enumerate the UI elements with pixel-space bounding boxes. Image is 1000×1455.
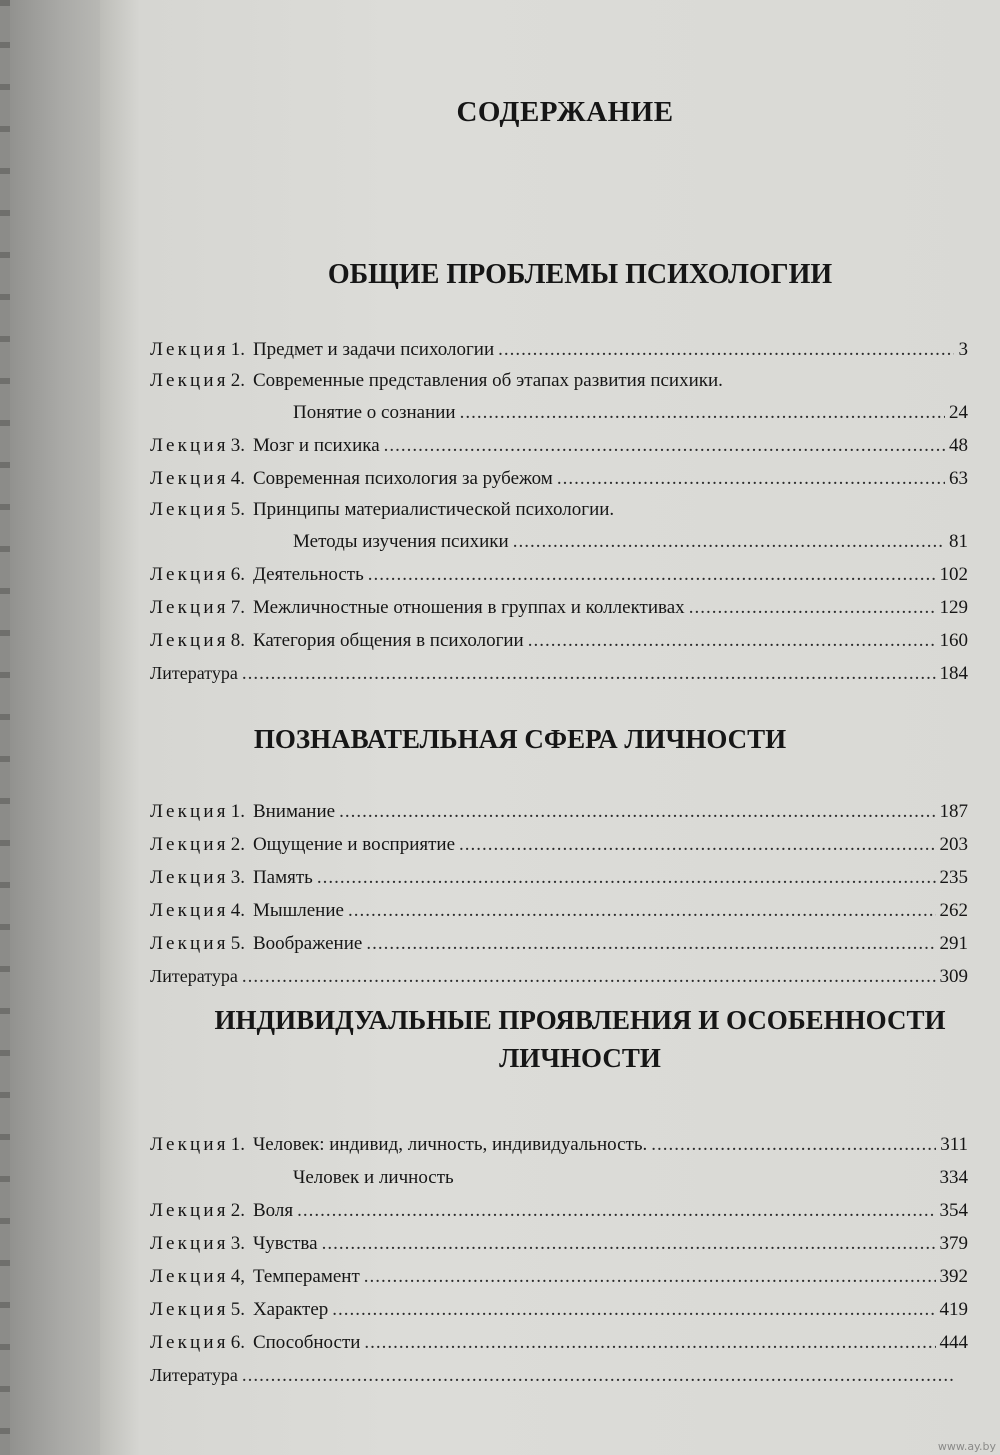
lecture-number: 1.	[230, 339, 245, 360]
lecture-title: Мышление	[252, 900, 344, 921]
page-number: 262	[939, 900, 968, 921]
lecture-number: 1.	[230, 1134, 245, 1155]
lecture-title: Человек: индивид, личность, индивидуальность.	[252, 1134, 648, 1155]
page-number: 235	[939, 867, 968, 888]
lecture-label: Лекция	[150, 1266, 229, 1287]
lecture-title: Предмет и задачи психологии	[252, 339, 495, 360]
toc-entry	[150, 1161, 968, 1194]
lecture-title: Межличностные отношения в группах и коллективах	[252, 597, 685, 618]
toc-entry	[150, 795, 968, 828]
page-number: 184	[939, 663, 968, 684]
toc-literature	[150, 960, 968, 993]
literature-label: Литература	[150, 663, 238, 683]
toc-entry	[150, 1128, 968, 1161]
lecture-label: Лекция	[150, 1332, 229, 1353]
page-number: 129	[939, 597, 968, 618]
toc-entry	[150, 1227, 968, 1260]
toc-literature	[150, 657, 968, 690]
lecture-label: Лекция	[150, 597, 229, 618]
toc-entry	[150, 861, 968, 894]
page-title: СОДЕРЖАНИЕ	[456, 96, 674, 128]
lecture-title: Характер	[252, 1299, 329, 1320]
dot-leader	[242, 657, 936, 690]
toc-entry-continuation	[150, 396, 968, 429]
toc-entry	[150, 462, 968, 495]
toc-entry	[150, 1326, 968, 1359]
lecture-label: Лекция	[150, 834, 229, 855]
lecture-number: 5.	[230, 499, 245, 520]
lecture-title: Способности	[252, 1332, 361, 1353]
lecture-label: Лекция	[150, 339, 229, 360]
toc-entry	[150, 894, 968, 927]
page-number: 3	[958, 339, 968, 360]
dot-leader	[364, 1326, 935, 1359]
toc-section-2	[150, 795, 968, 993]
lecture-title: Память	[252, 867, 313, 888]
section-title: ПОЗНАВАТЕЛЬНАЯ СФЕРА ЛИЧНОСТИ	[253, 724, 787, 754]
page-number: 203	[939, 834, 968, 855]
page-number: 392	[939, 1266, 968, 1287]
toc-section-3	[150, 1128, 968, 1392]
lecture-number: 2.	[230, 370, 245, 391]
toc-entry	[150, 624, 968, 657]
dot-leader	[332, 1293, 935, 1326]
lecture-number: 4.	[230, 900, 245, 921]
lecture-number: 6.	[230, 564, 245, 585]
dot-leader	[322, 1227, 936, 1260]
toc-entry	[150, 1260, 968, 1293]
page-number: 309	[939, 966, 968, 987]
lecture-number: 5.	[230, 1299, 245, 1320]
book-page	[100, 0, 1000, 1455]
toc-entry	[150, 366, 968, 396]
literature-label: Литература	[150, 1365, 238, 1385]
dot-leader	[689, 591, 936, 624]
lecture-label: Лекция	[150, 630, 229, 651]
dot-leader	[528, 624, 936, 657]
lecture-title: Воля	[252, 1200, 294, 1221]
dot-leader	[366, 927, 935, 960]
page-number: 81	[949, 531, 968, 552]
toc-entry-continuation	[150, 525, 968, 558]
lecture-label: Лекция	[150, 435, 229, 456]
lecture-title: Современные представления об этапах развития психики.	[252, 370, 723, 391]
left-page-edge	[0, 0, 10, 1455]
lecture-label: Лекция	[150, 564, 229, 585]
toc-entry	[150, 1293, 968, 1326]
toc-entry	[150, 558, 968, 591]
lecture-number: 6.	[230, 1332, 245, 1353]
dot-leader	[242, 1359, 954, 1392]
lecture-number: 3.	[230, 867, 245, 888]
page-number: 48	[949, 435, 968, 456]
lecture-number: 4.	[230, 468, 245, 489]
page-number: 379	[939, 1233, 968, 1254]
dot-leader	[317, 861, 936, 894]
page-number: 354	[939, 1200, 968, 1221]
lecture-title: Чувства	[252, 1233, 318, 1254]
dot-leader	[651, 1128, 936, 1161]
lecture-label: Лекция	[150, 1200, 229, 1221]
page-number: 444	[939, 1332, 968, 1353]
lecture-number: 4,	[230, 1266, 245, 1287]
lecture-number: 5.	[230, 933, 245, 954]
lecture-title: Принципы материалистической психологии.	[252, 499, 615, 520]
dot-leader	[460, 396, 945, 429]
page-number: 291	[939, 933, 968, 954]
lecture-label: Лекция	[150, 933, 229, 954]
literature-label: Литература	[150, 966, 238, 986]
lecture-title: Темперамент	[252, 1266, 360, 1287]
lecture-number: 2.	[230, 1200, 245, 1221]
dot-leader	[459, 828, 935, 861]
lecture-title-line2: Понятие о сознании	[293, 402, 456, 423]
dot-leader	[557, 462, 945, 495]
dot-leader	[364, 1260, 936, 1293]
toc-literature	[150, 1359, 968, 1392]
lecture-title: Мозг и психика	[252, 435, 380, 456]
lecture-title: Современная психология за рубежом	[252, 468, 553, 489]
lecture-number: 2.	[230, 834, 245, 855]
page-number: 334	[939, 1167, 968, 1188]
lecture-label: Лекция	[150, 801, 229, 822]
page-number: 24	[949, 402, 968, 423]
lecture-label: Лекция	[150, 1233, 229, 1254]
dot-leader	[242, 960, 936, 993]
lecture-number: 1.	[230, 801, 245, 822]
lecture-label: Лекция	[150, 1299, 229, 1320]
toc-entry	[150, 927, 968, 960]
dot-leader	[297, 1194, 935, 1227]
toc-entry	[150, 429, 968, 462]
lecture-title: Человек и личность	[293, 1167, 454, 1188]
lecture-label: Лекция	[150, 900, 229, 921]
lecture-title: Категория общения в психологии	[252, 630, 524, 651]
dot-leader	[498, 333, 954, 366]
lecture-title-line2: Методы изучения психики	[293, 531, 509, 552]
dot-leader	[513, 525, 945, 558]
lecture-label: Лекция	[150, 1134, 229, 1155]
lecture-number: 3.	[230, 1233, 245, 1254]
section-title: ИНДИВИДУАЛЬНЫЕ ПРОЯВЛЕНИЯ И ОСОБЕННОСТИ ЛИЧНОСТИ	[214, 1005, 946, 1073]
lecture-title: Ощущение и восприятие	[252, 834, 456, 855]
dot-leader	[368, 558, 936, 591]
lecture-number: 8.	[230, 630, 245, 651]
dot-leader	[339, 795, 935, 828]
toc-entry	[150, 1194, 968, 1227]
lecture-label: Лекция	[150, 867, 229, 888]
toc-entry	[150, 495, 968, 525]
lecture-number: 3.	[230, 435, 245, 456]
lecture-title: Внимание	[252, 801, 336, 822]
lecture-label: Лекция	[150, 499, 229, 520]
lecture-label: Лекция	[150, 468, 229, 489]
toc-entry	[150, 333, 968, 366]
page-number: 187	[939, 801, 968, 822]
page-number: 419	[939, 1299, 968, 1320]
toc-entry	[150, 591, 968, 624]
toc-section-1	[150, 333, 968, 690]
lecture-title: Воображение	[252, 933, 363, 954]
section-title: ОБЩИЕ ПРОБЛЕМЫ ПСИХОЛОГИИ	[327, 259, 833, 290]
page-number: 102	[939, 564, 968, 585]
page-number: 311	[940, 1134, 968, 1155]
watermark: www.ay.by	[937, 1440, 996, 1453]
page-number: 160	[939, 630, 968, 651]
dot-leader	[384, 429, 945, 462]
page-number: 63	[949, 468, 968, 489]
dot-leader	[348, 894, 936, 927]
lecture-label: Лекция	[150, 370, 229, 391]
toc-entry	[150, 828, 968, 861]
lecture-number: 7.	[230, 597, 245, 618]
lecture-title: Деятельность	[252, 564, 364, 585]
